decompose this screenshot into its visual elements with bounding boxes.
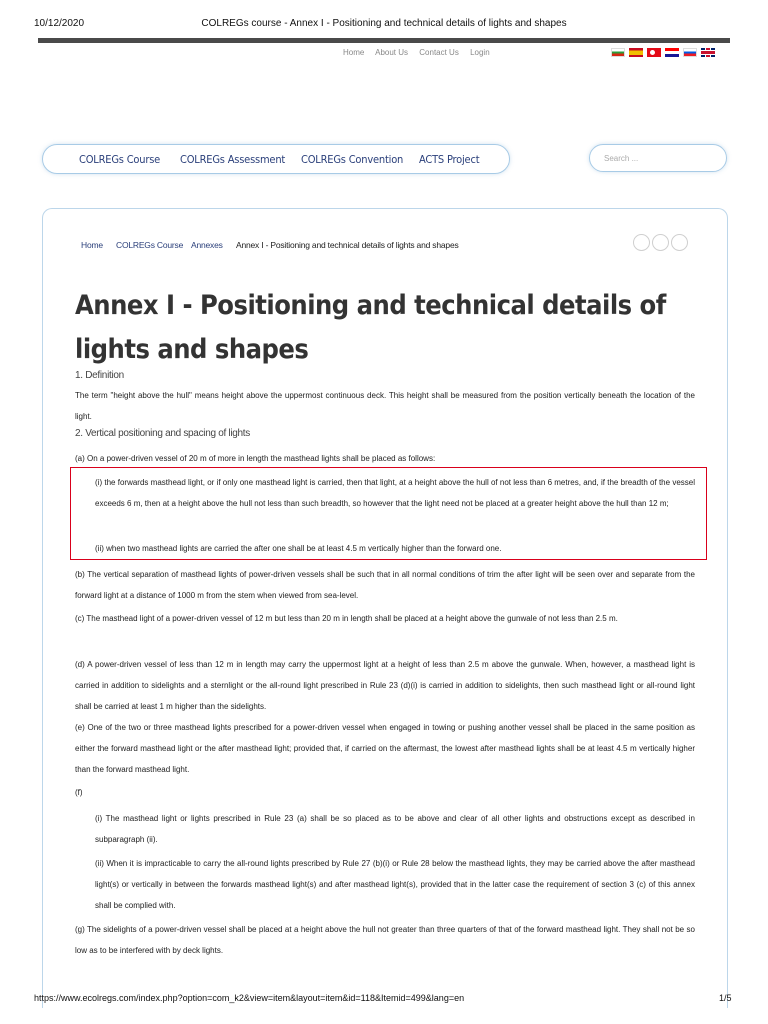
paragraph-a-ii: (ii) when two masthead lights are carried the after one shall be at least 4.5 m vertically higher than the forward one. [95, 544, 502, 553]
paragraph-f-ii: (ii) When it is impracticable to carry the all-round lights prescribed by Rule 27 (b)(i) or Rule 28 below the masthead lights, they may be carried above the after masthead light(s) or vertically in between the forwards masthead light(s) and after masthead light(s), provided that in the latter case the requirement of section 3 (c) of this annex shall be complied with. [95, 859, 695, 910]
nav-colregs-course[interactable]: COLREGs Course [79, 153, 161, 166]
paragraph-c: (c) The masthead light of a power-driven vessel of 12 m but less than 20 m in length shall be placed at a height above the gunwale of not less than 2.5 m. [75, 614, 618, 623]
paragraph-f: (f) [75, 788, 83, 797]
share-circle-icon[interactable] [671, 234, 688, 251]
print-url: https://www.ecolregs.com/index.php?option=com_k2&view=item&layout=item&id=118&Itemid=499&lang=en [34, 993, 465, 1003]
paragraph-g: (g) The sidelights of a power-driven vessel shall be placed at a height above the hull not greater than three quarters of that of the forward masthead light. They shall not be so low as to be interfered with by deck lights. [75, 925, 695, 955]
top-bar [38, 38, 730, 43]
share-circle-icon[interactable] [633, 234, 650, 251]
flag-bulgarian-icon[interactable] [611, 48, 625, 57]
top-link-home[interactable]: Home [343, 48, 365, 57]
print-date: 10/12/2020 [34, 18, 85, 29]
breadcrumb-colregs-course[interactable]: COLREGs Course [116, 240, 184, 250]
section-heading-definition: 1. Definition [75, 370, 124, 381]
breadcrumb-current: Annex I - Positioning and technical details of lights and shapes [236, 240, 459, 250]
page-title: Annex I - Positioning and technical details of lights and shapes [75, 290, 666, 365]
main-nav [42, 144, 510, 174]
print-title: COLREGs course - Annex I - Positioning and technical details of lights and shapes [201, 18, 567, 29]
flag-spanish-icon[interactable] [629, 48, 643, 57]
paragraph-e: (e) One of the two or three masthead lights prescribed for a power-driven vessel when engaged in towing or pushing another vessel shall be placed in the same position as either the forward masthead light or the after masthead light; provided that, if carried on the aftermast, the lowest after masthead lights shall be at least 4.5 m vertically higher than the forward masthead light. [75, 723, 695, 774]
flag-slovenian-icon[interactable] [683, 48, 697, 57]
flag-turkish-icon[interactable] [647, 48, 661, 57]
paragraph-d: (d) A power-driven vessel of less than 12 m in length may carry the uppermost light at a height of less than 2.5 m above the gunwale. When, however, a masthead light is carried in addition to sidelights and a sternlight or the all-round light prescribed in Rule 23 (d)(i) is carried in addition to sidelights, then such masthead light or all-round light shall be carried at least 1 m higher than the sidelights. [75, 660, 695, 711]
print-header [0, 18, 768, 32]
top-link-login[interactable]: Login [470, 48, 490, 57]
nav-acts-project[interactable]: ACTS Project [419, 153, 480, 166]
paragraph-f-i: (i) The masthead light or lights prescribed in Rule 23 (a) shall be so placed as to be above and clear of all other lights and obstructions except as described in subparagraph (ii). [95, 814, 695, 844]
flag-english-icon[interactable] [701, 48, 715, 57]
top-link-about[interactable]: About Us [375, 48, 409, 57]
paragraph-a: (a) On a power-driven vessel of 20 m of more in length the masthead lights shall be placed as follows: [75, 454, 436, 463]
paragraph-definition: The term "height above the hull" means height above the uppermost continuous deck. This height shall be measured from the position vertically beneath the location of the light. [75, 391, 695, 421]
paragraph-a-i: (i) the forwards masthead light, or if only one masthead light is carried, then that light, at a height above the hull of not less than 6 metres, and, if the breadth of the vessel exceeds 6 m, then at a height above the hull not less than such breadth, so however that the light need not be placed at a greater height above the hull than 12 m; [95, 478, 695, 508]
share-circle-icon[interactable] [652, 234, 669, 251]
page-number: 1/5 [719, 993, 732, 1003]
nav-colregs-convention[interactable]: COLREGs Convention [301, 153, 404, 166]
breadcrumb-annexes[interactable]: Annexes [191, 240, 223, 250]
share-buttons [633, 234, 688, 251]
paragraph-b: (b) The vertical separation of masthead lights of power-driven vessels shall be such that in all normal conditions of trim the after light will be seen over and separate from the forward light at a distance of 1000 m from the stem when viewed from sea-level. [75, 570, 695, 600]
top-links [343, 48, 499, 57]
breadcrumb-home[interactable]: Home [81, 240, 103, 250]
search-input[interactable]: Search ... [589, 144, 727, 172]
language-switcher [611, 48, 715, 57]
section-heading-vertical-positioning: 2. Vertical positioning and spacing of lights [75, 428, 250, 439]
flag-croatian-icon[interactable] [665, 48, 679, 57]
top-link-contact[interactable]: Contact Us [419, 48, 459, 57]
nav-colregs-assessment[interactable]: COLREGs Assessment [180, 153, 286, 166]
